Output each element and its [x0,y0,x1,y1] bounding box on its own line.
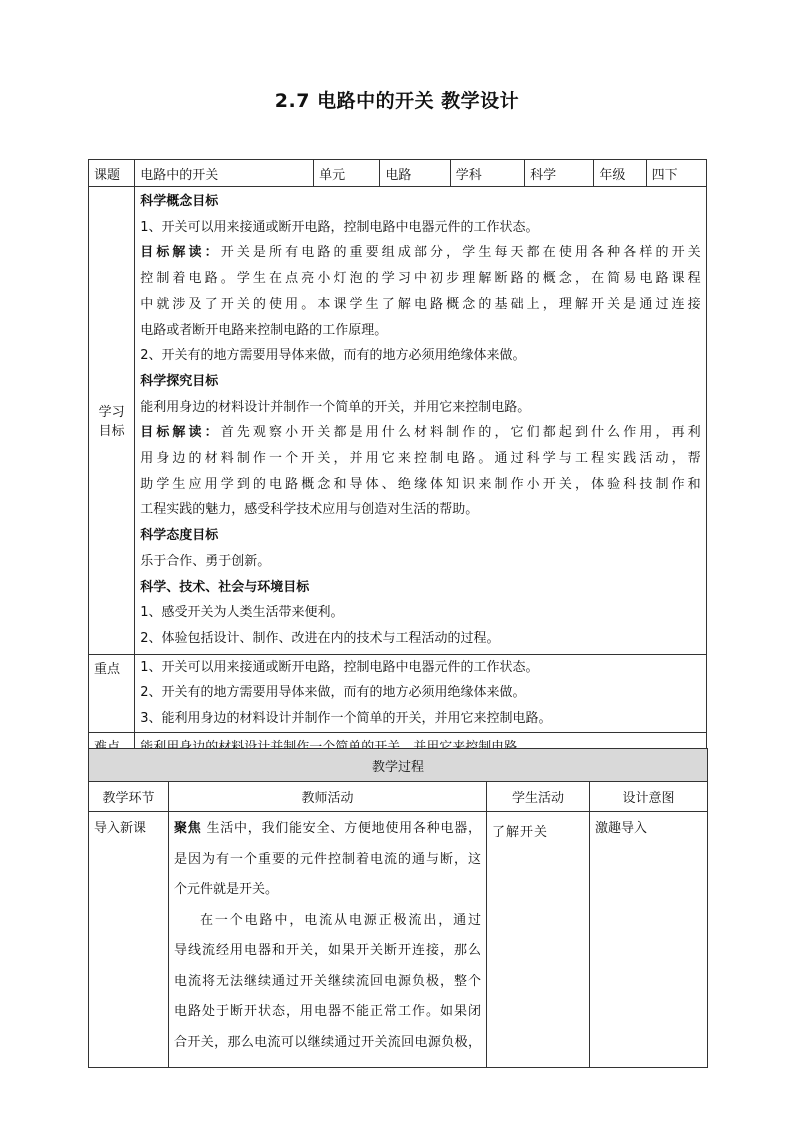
teacher-line: 是因为有一个重要的元件控制着电流的通与断，这 [174,851,481,867]
process-row [89,812,708,1068]
key-point-item: 2、开关有的地方需要用导体来做，而有的地方必须用绝缘体来做。 [140,685,526,701]
inquiry-interp-line: 助学生应用学到的电路概念和导体、绝缘体知识来制作小开关，体验科技制作和 [140,476,701,492]
goals-label: 学习 目标 [89,187,135,655]
col-student-header: 学生活动 [487,782,590,812]
concept-interp-line: 控制着电路。学生在点亮小灯泡的学习中初步理解断路的概念，在简易电路课程 [140,271,701,287]
key-point-item: 3、能利用身边的材料设计并制作一个简单的开关，并用它来控制电路。 [140,711,552,727]
key-points-row [89,654,707,732]
unit-label: 单元 [314,160,380,187]
col-stage-header: 教学环节 [89,782,169,812]
process-header: 教学过程 [89,749,708,782]
concept-goal-item: 1、开关可以用来接通或断开电路，控制电路中电器元件的工作状态。 [140,219,539,235]
document-title: 2.7 电路中的开关 教学设计 [274,90,520,112]
lesson-info-table [88,159,707,760]
stse-goal-item: 1、感受开关为人类生活带来便利。 [140,605,344,621]
process-header-row [89,749,708,782]
key-points-content [135,654,707,732]
concept-interp-line: 中就涉及了开关的使用。本课学生了解电路概念的基础上，理解开关是通过连接 [140,296,701,312]
goals-content [135,187,707,655]
stage-cell: 导入新课 [89,812,169,1068]
grade-value: 四下 [646,160,706,187]
stse-goal-item: 2、体验包括设计、制作、改进在内的技术与工程活动的过程。 [140,630,500,646]
design-intent-cell: 激趣导入 [590,812,708,1068]
teaching-process-table [88,748,708,1068]
teacher-line: 电流将无法继续通过开关继续流回电源负极，整个 [174,973,481,989]
key-point-item: 1、开关可以用来接通或断开电路，控制电路中电器元件的工作状态。 [140,659,539,675]
attitude-goal-title: 科学态度目标 [140,528,219,544]
inquiry-goal-item: 能利用身边的材料设计并制作一个简单的开关，并用它来控制电路。 [140,399,531,415]
student-activity-cell: 了解开关 [487,812,590,1068]
teacher-activity-cell [169,812,487,1068]
concept-interp-line: 目标解读：开关是所有电路的重要组成部分，学生每天都在使用各种各样的开关 [140,245,701,261]
inquiry-goal-title: 科学探究目标 [140,373,219,389]
subject-value: 科学 [525,160,594,187]
course-label: 课题 [89,160,135,187]
goals-row [89,187,707,655]
concept-goal-item-2: 2、开关有的地方需要用导体来做，而有的地方必须用绝缘体来做。 [140,348,526,364]
inquiry-interp-line: 用身边的材料制作一个开关，并用它来控制电路。通过科学与工程实践活动，帮 [140,451,701,467]
concept-goal-title: 科学概念目标 [140,194,219,209]
teacher-line: 聚焦 生活中，我们能安全、方便地使用各种电器， [174,821,481,836]
stse-goal-title: 科学、技术、社会与环境目标 [140,579,310,595]
concept-interp-line: 电路或者断开电路来控制电路的工作原理。 [140,322,388,338]
inquiry-interp-line: 工程实践的魅力，感受科学技术应用与创造对生活的帮助。 [140,502,479,518]
subject-label: 学科 [450,160,524,187]
teacher-line: 个元件就是开关。 [174,882,279,897]
course-value: 电路中的开关 [135,160,314,187]
attitude-goal-item: 乐于合作、勇于创新。 [140,553,271,569]
process-columns-row [89,782,708,812]
teacher-line: 导线流经用电器和开关，如果开关断开连接，那么 [174,943,481,958]
teacher-line: 电路处于断开状态，用电器不能正常工作。如果闭 [174,1004,481,1019]
teacher-line: 在一个电路中，电流从电源正极流出，通过 [200,912,481,928]
inquiry-interp-line: 目标解读：首先观察小开关都是用什么材料制作的，它们都起到什么作用，再利 [140,425,701,441]
info-row [89,160,707,187]
col-teacher-header: 教师活动 [169,782,487,812]
teacher-line: 合开关，那么电流可以继续通过开关流回电源负极， [174,1034,481,1050]
unit-value: 电路 [380,160,450,187]
key-points-label: 重点 [89,654,135,732]
grade-label: 年级 [594,160,646,187]
col-intent-header: 设计意图 [590,782,708,812]
